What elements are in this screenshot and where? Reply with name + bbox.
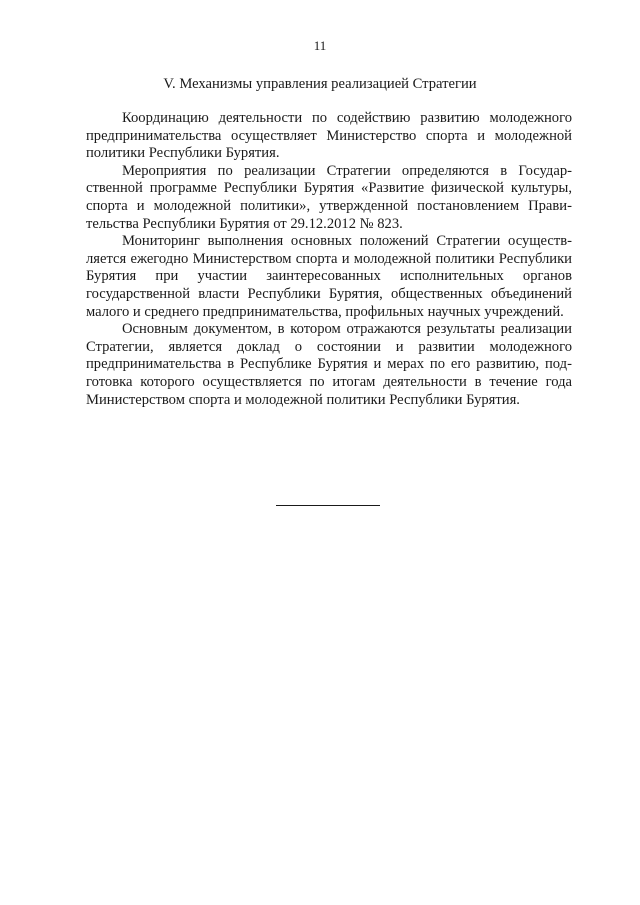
paragraph-coordination: Координацию деятельности по содействию развитию молодежного предпринимательства осуществляет Министерство спорта и молодежной политики Республики Бурятия. xyxy=(86,110,572,162)
paragraph-activities: Мероприятия по реализации Стратегии определяются в Государственной программе Республики Бурятия «Развитие физической культуры, спорта и молодежной политики», утвержденной постановлением Правительства Республики Бурятия от 29.12.2012 № 823. xyxy=(86,162,572,232)
paragraph-report: Основным документом, в котором отражаются результаты реализации Стратегии, является доклад о состоянии и развитии молодежного предпринимательства в Республике Бурятия и мерах по его развитию, подготовка которого осуществляется по итогам деятельности в течение года Министерством спорта и молодежной политики Республики Бурятия. xyxy=(86,321,572,408)
end-of-document-divider xyxy=(276,505,380,506)
page-number: 11 xyxy=(313,38,327,53)
paragraph-monitoring: Мониторинг выполнения основных положений Стратегии осуществляется ежегодно Министерством спорта и молодежной политики Республики Бурятия при участии заинтересованных исполнительных органов государственной власти Республики Бурятия, общественных объединений малого и среднего предпринимательства, профильных научных учреждений. xyxy=(86,233,572,320)
section-heading: V. Механизмы управления реализацией Стратегии xyxy=(163,76,477,92)
document-body xyxy=(86,110,572,409)
